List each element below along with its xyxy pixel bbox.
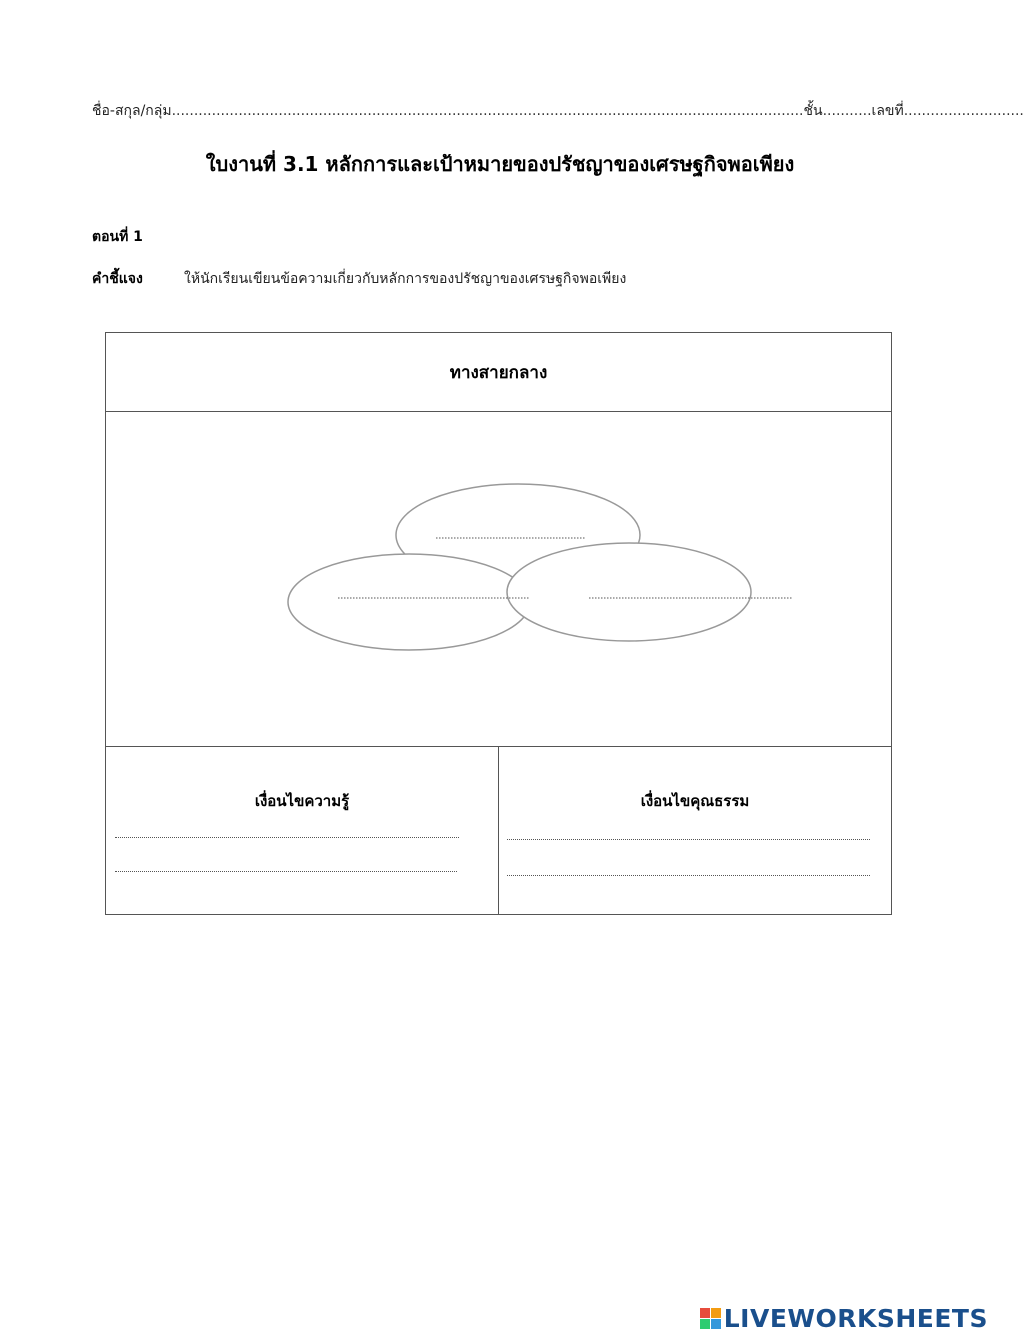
class-label: ชั้น [803,103,823,119]
three-circles-diagram [106,412,891,747]
circle-left [288,554,530,650]
morality-cell [499,747,891,915]
part-label: ตอนที่ 1 [92,229,143,245]
number-label: เลขที่ [871,103,904,119]
conditions-row [106,746,891,915]
knowledge-title: เงื่อนไขความรู้ [254,792,350,810]
morality-answer-line-2[interactable] [507,875,870,876]
liveworksheets-watermark [700,1304,988,1333]
knowledge-answer-line-1[interactable] [115,837,459,838]
number-field[interactable]: ........................... [903,103,1024,119]
circle-right [507,543,751,641]
student-info-line [92,100,1024,122]
morality-answer-line-1[interactable] [507,839,870,840]
three-circles-area [106,412,891,747]
instruction-text: ให้นักเรียนเขียนข้อความเกี่ยวกับหลักการของปรัชญาของเศรษฐกิจพอเพียง [184,271,627,287]
watermark-text: LIVEWORKSHEETS [723,1304,988,1333]
name-label: ชื่อ-สกุล/กลุ่ม [92,103,172,119]
class-field[interactable]: ........... [822,103,872,119]
worksheet-title: ใบงานที่ 3.1 หลักการและเป้าหมายของปรัชญาของเศรษฐกิจพอเพียง [205,152,795,176]
middle-path-heading: ทางสายกลาง [106,333,891,412]
instruction [92,268,626,290]
principle-box [105,332,892,915]
instruction-label: คำชี้แจง [92,271,143,287]
morality-title: เงื่อนไขคุณธรรม [640,792,750,810]
knowledge-answer-line-2[interactable] [115,871,457,872]
liveworksheets-logo-icon [700,1308,721,1329]
knowledge-cell [106,747,499,915]
name-field[interactable]: .............................................................................................................................................. [171,103,804,119]
